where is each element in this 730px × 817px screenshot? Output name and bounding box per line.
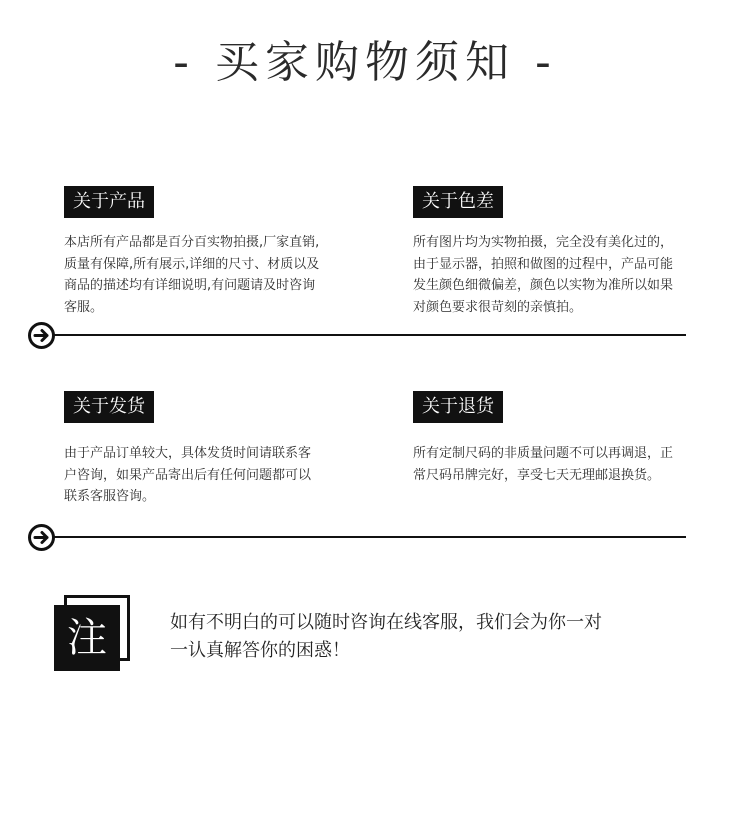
label-product: 关于产品: [64, 186, 154, 218]
page-title: - 买家购物须知 -: [173, 37, 557, 88]
label-color-difference: 关于色差: [413, 186, 503, 218]
text-product: 本店所有产品都是百分百实物拍摄,厂家直销,质量有保障,所有展示,详细的尺寸、材质以及商品的描述均有详细说明,有问题请及时咨询客服。: [64, 235, 320, 315]
divider-line: [54, 536, 686, 538]
text-color-difference: 所有图片均为实物拍摄，完全没有美化过的，由于显示器，拍照和做图的过程中，产品可能发生颜色细微偏差，颜色以实物为准所以如果对颜色要求很苛刻的亲慎拍。: [413, 235, 674, 315]
text-shipping: 由于产品订单较大，具体发货时间请联系客户咨询，如果产品寄出后有任何问题都可以联系客服咨询。: [64, 446, 312, 504]
arrow-right-circle-icon: [28, 322, 55, 349]
note-text: 如有不明白的可以随时咨询在线客服，我们会为你一对一认真解答你的困惑！: [170, 612, 602, 661]
note-badge: 注: [54, 605, 120, 671]
text-returns: 所有定制尺码的非质量问题不可以再调退，正常尺码吊牌完好，享受七天无理邮退换货。: [413, 446, 674, 483]
divider-line: [54, 334, 686, 336]
label-returns: 关于退货: [413, 391, 503, 423]
label-shipping: 关于发货: [64, 391, 154, 423]
arrow-right-circle-icon: [28, 524, 55, 551]
